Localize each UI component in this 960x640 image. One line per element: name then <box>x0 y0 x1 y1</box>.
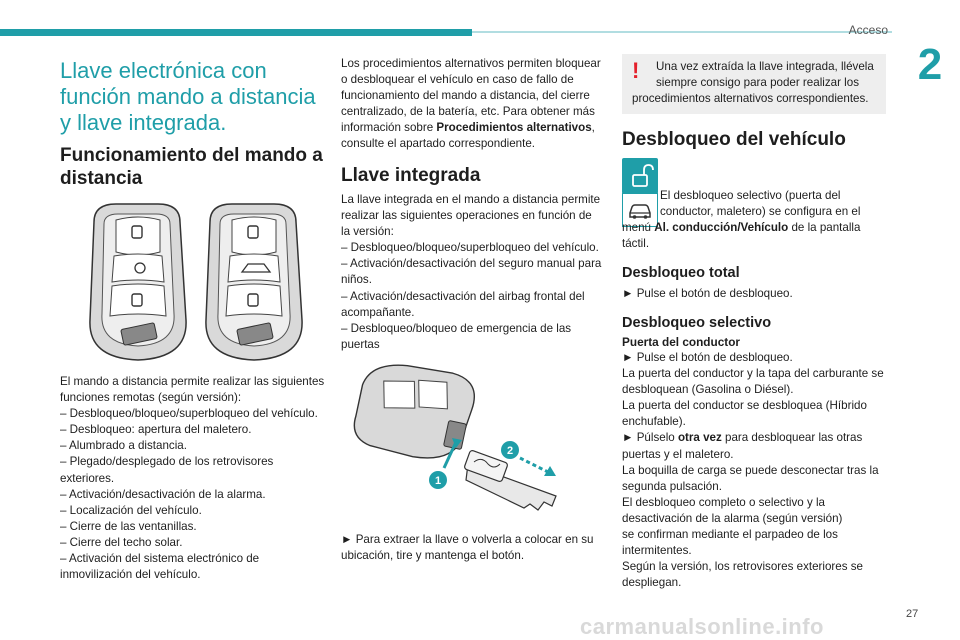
callout-2: 2 <box>506 445 514 457</box>
text-line: realizar las siguientes operaciones en función de <box>341 209 592 223</box>
text-line: segunda pulsación. <box>622 479 722 493</box>
header-rule <box>472 31 892 33</box>
text-line: funciones remotas (según versión): <box>60 391 242 405</box>
remote-key-right <box>206 204 302 360</box>
text-line: niños. <box>341 273 372 287</box>
note-suffix: de la pantalla <box>788 221 861 235</box>
pull-arrow <box>520 458 548 472</box>
step-line <box>622 430 890 446</box>
text-line: acompañante. <box>341 305 415 319</box>
selective-unlock-heading: Desbloqueo selectivo <box>622 315 772 331</box>
list-item: – Activación/desactivación del airbag frontal del <box>341 289 585 303</box>
warning-line: procedimientos alternativos correspondientes. <box>632 92 869 106</box>
remote-key-left <box>90 204 186 360</box>
press-suffix: para desbloquear las otras <box>721 431 863 445</box>
text-line: Los procedimientos alternativos permiten bloquear <box>341 57 601 70</box>
remote-heading-line: Funcionamiento del mando a <box>60 145 323 166</box>
text-line: enchufable). <box>622 415 686 429</box>
remote-heading <box>60 144 330 190</box>
key-extraction-illustration <box>348 358 568 518</box>
list-item: – Alumbrado a distancia. <box>60 439 187 453</box>
warning-text <box>632 59 882 107</box>
alternative-procedures-ref: Procedimientos alternativos <box>436 121 592 135</box>
remote-heading-line: distancia <box>60 168 143 189</box>
text-line: inmovilización del vehículo. <box>60 568 201 582</box>
unlock-heading: Desbloqueo del vehículo <box>622 129 846 150</box>
press-prefix: ► Púlselo <box>622 431 678 445</box>
text-line <box>341 120 609 136</box>
integrated-key-heading: Llave integrada <box>341 165 481 186</box>
text-line: centralizado, de la batería, etc. Para obtener más <box>341 105 595 119</box>
list-item: – Desbloqueo/bloqueo/superbloqueo del vehículo. <box>341 241 599 255</box>
list-item: – Cierre del techo solar. <box>60 535 183 549</box>
list-item: – Localización del vehículo. <box>60 503 202 517</box>
remote-keys-illustration <box>76 198 326 368</box>
text-line: puertas y el maletero. <box>622 447 734 461</box>
callout-1: 1 <box>434 475 442 487</box>
text-line: desactivación de la alarma (según versión) <box>622 511 843 525</box>
list-item: – Desbloqueo: apertura del maletero. <box>60 423 252 437</box>
warning-icon: ! <box>632 58 640 83</box>
text-line: El desbloqueo selectivo (puerta del <box>660 189 841 202</box>
ref-prefix: información sobre <box>341 121 437 135</box>
selective-unlock-body <box>622 335 890 591</box>
alternative-procedures-intro <box>341 56 609 153</box>
text-line: La llave integrada en el mando a distancia permite <box>341 193 601 206</box>
text-line: El mando a distancia permite realizar las siguientes <box>60 375 325 388</box>
text-line: desbloquean (Gasolina o Diésel). <box>622 383 794 397</box>
step-line: ubicación, tire y mantenga el botón. <box>341 549 525 563</box>
text-line <box>622 220 886 236</box>
text-line: táctil. <box>622 237 650 251</box>
page-title-line: Llave electrónica con <box>60 58 267 83</box>
note-prefix: menú <box>622 221 655 235</box>
list-item: – Activación del sistema electrónico de <box>60 552 260 566</box>
total-unlock-heading: Desbloqueo total <box>622 265 740 281</box>
list-item: – Desbloqueo/bloqueo/superbloqueo del vehículo. <box>60 407 318 421</box>
remote-functions <box>60 374 330 583</box>
text-line: Según la versión, los retrovisores exteriores se <box>622 560 864 574</box>
page-number: 27 <box>906 608 919 620</box>
text-line: La puerta del conductor y la tapa del carburante se <box>622 367 884 381</box>
driver-door-heading: Puerta del conductor <box>622 335 740 349</box>
integrated-key-body <box>341 192 609 353</box>
text-line: puertas <box>341 337 380 351</box>
text-line: consulte el apartado correspondiente. <box>341 137 536 151</box>
text-line: se confirman mediante el parpadeo de los <box>622 528 838 542</box>
text-line: exteriores. <box>60 471 115 485</box>
press-emphasis: otra vez <box>677 431 722 445</box>
text-line: La puerta del conductor se desbloquea (Híbrido <box>622 399 867 413</box>
list-item: – Cierre de las ventanillas. <box>60 519 197 533</box>
watermark: carmanualsonline.info <box>580 614 824 639</box>
list-item: – Activación/desactivación de la alarma. <box>60 487 266 501</box>
extract-key-step <box>341 532 609 564</box>
text-line: funcionamiento del mando a distancia, del cierre <box>341 89 590 103</box>
text-line: conductor, maletero) se configura en el <box>660 205 861 219</box>
step-line: ► Pulse el botón de desbloqueo. <box>622 351 793 364</box>
section-title: Acceso <box>848 23 888 37</box>
selective-unlock-note <box>622 188 886 252</box>
page-title-line: función mando a distancia <box>60 84 316 109</box>
warning-line: Una vez extraída la llave integrada, llévela <box>656 60 874 73</box>
header-accent-bar <box>0 29 472 36</box>
text-line: despliegan. <box>622 576 682 590</box>
menu-ref: Al. conducción/Vehículo <box>654 221 789 235</box>
text-line: El desbloqueo completo o selectivo y la <box>622 495 826 509</box>
text-line: la versión: <box>341 225 394 239</box>
list-item: – Desbloqueo/bloqueo de emergencia de las <box>341 321 572 335</box>
remote-key-body <box>350 358 479 467</box>
warning-line: siempre consigo para poder realizar los <box>656 76 859 90</box>
page-title <box>60 58 320 136</box>
ref-suffix: , <box>591 121 595 135</box>
page-title-line: y llave integrada. <box>60 110 227 135</box>
text-line: La boquilla de carga se puede desconectar tras la <box>622 463 879 477</box>
step-line: ► Para extraer la llave o volverla a colocar en su <box>341 533 594 546</box>
text-line: o desbloquear el vehículo en caso de fallo de <box>341 73 574 87</box>
total-unlock-step: ► Pulse el botón de desbloqueo. <box>622 287 793 300</box>
list-item: – Activación/desactivación del seguro manual para <box>341 257 602 271</box>
chapter-number: 2 <box>917 40 943 89</box>
list-item: – Plegado/desplegado de los retrovisores <box>60 455 274 469</box>
text-line: intermitentes. <box>622 544 692 558</box>
